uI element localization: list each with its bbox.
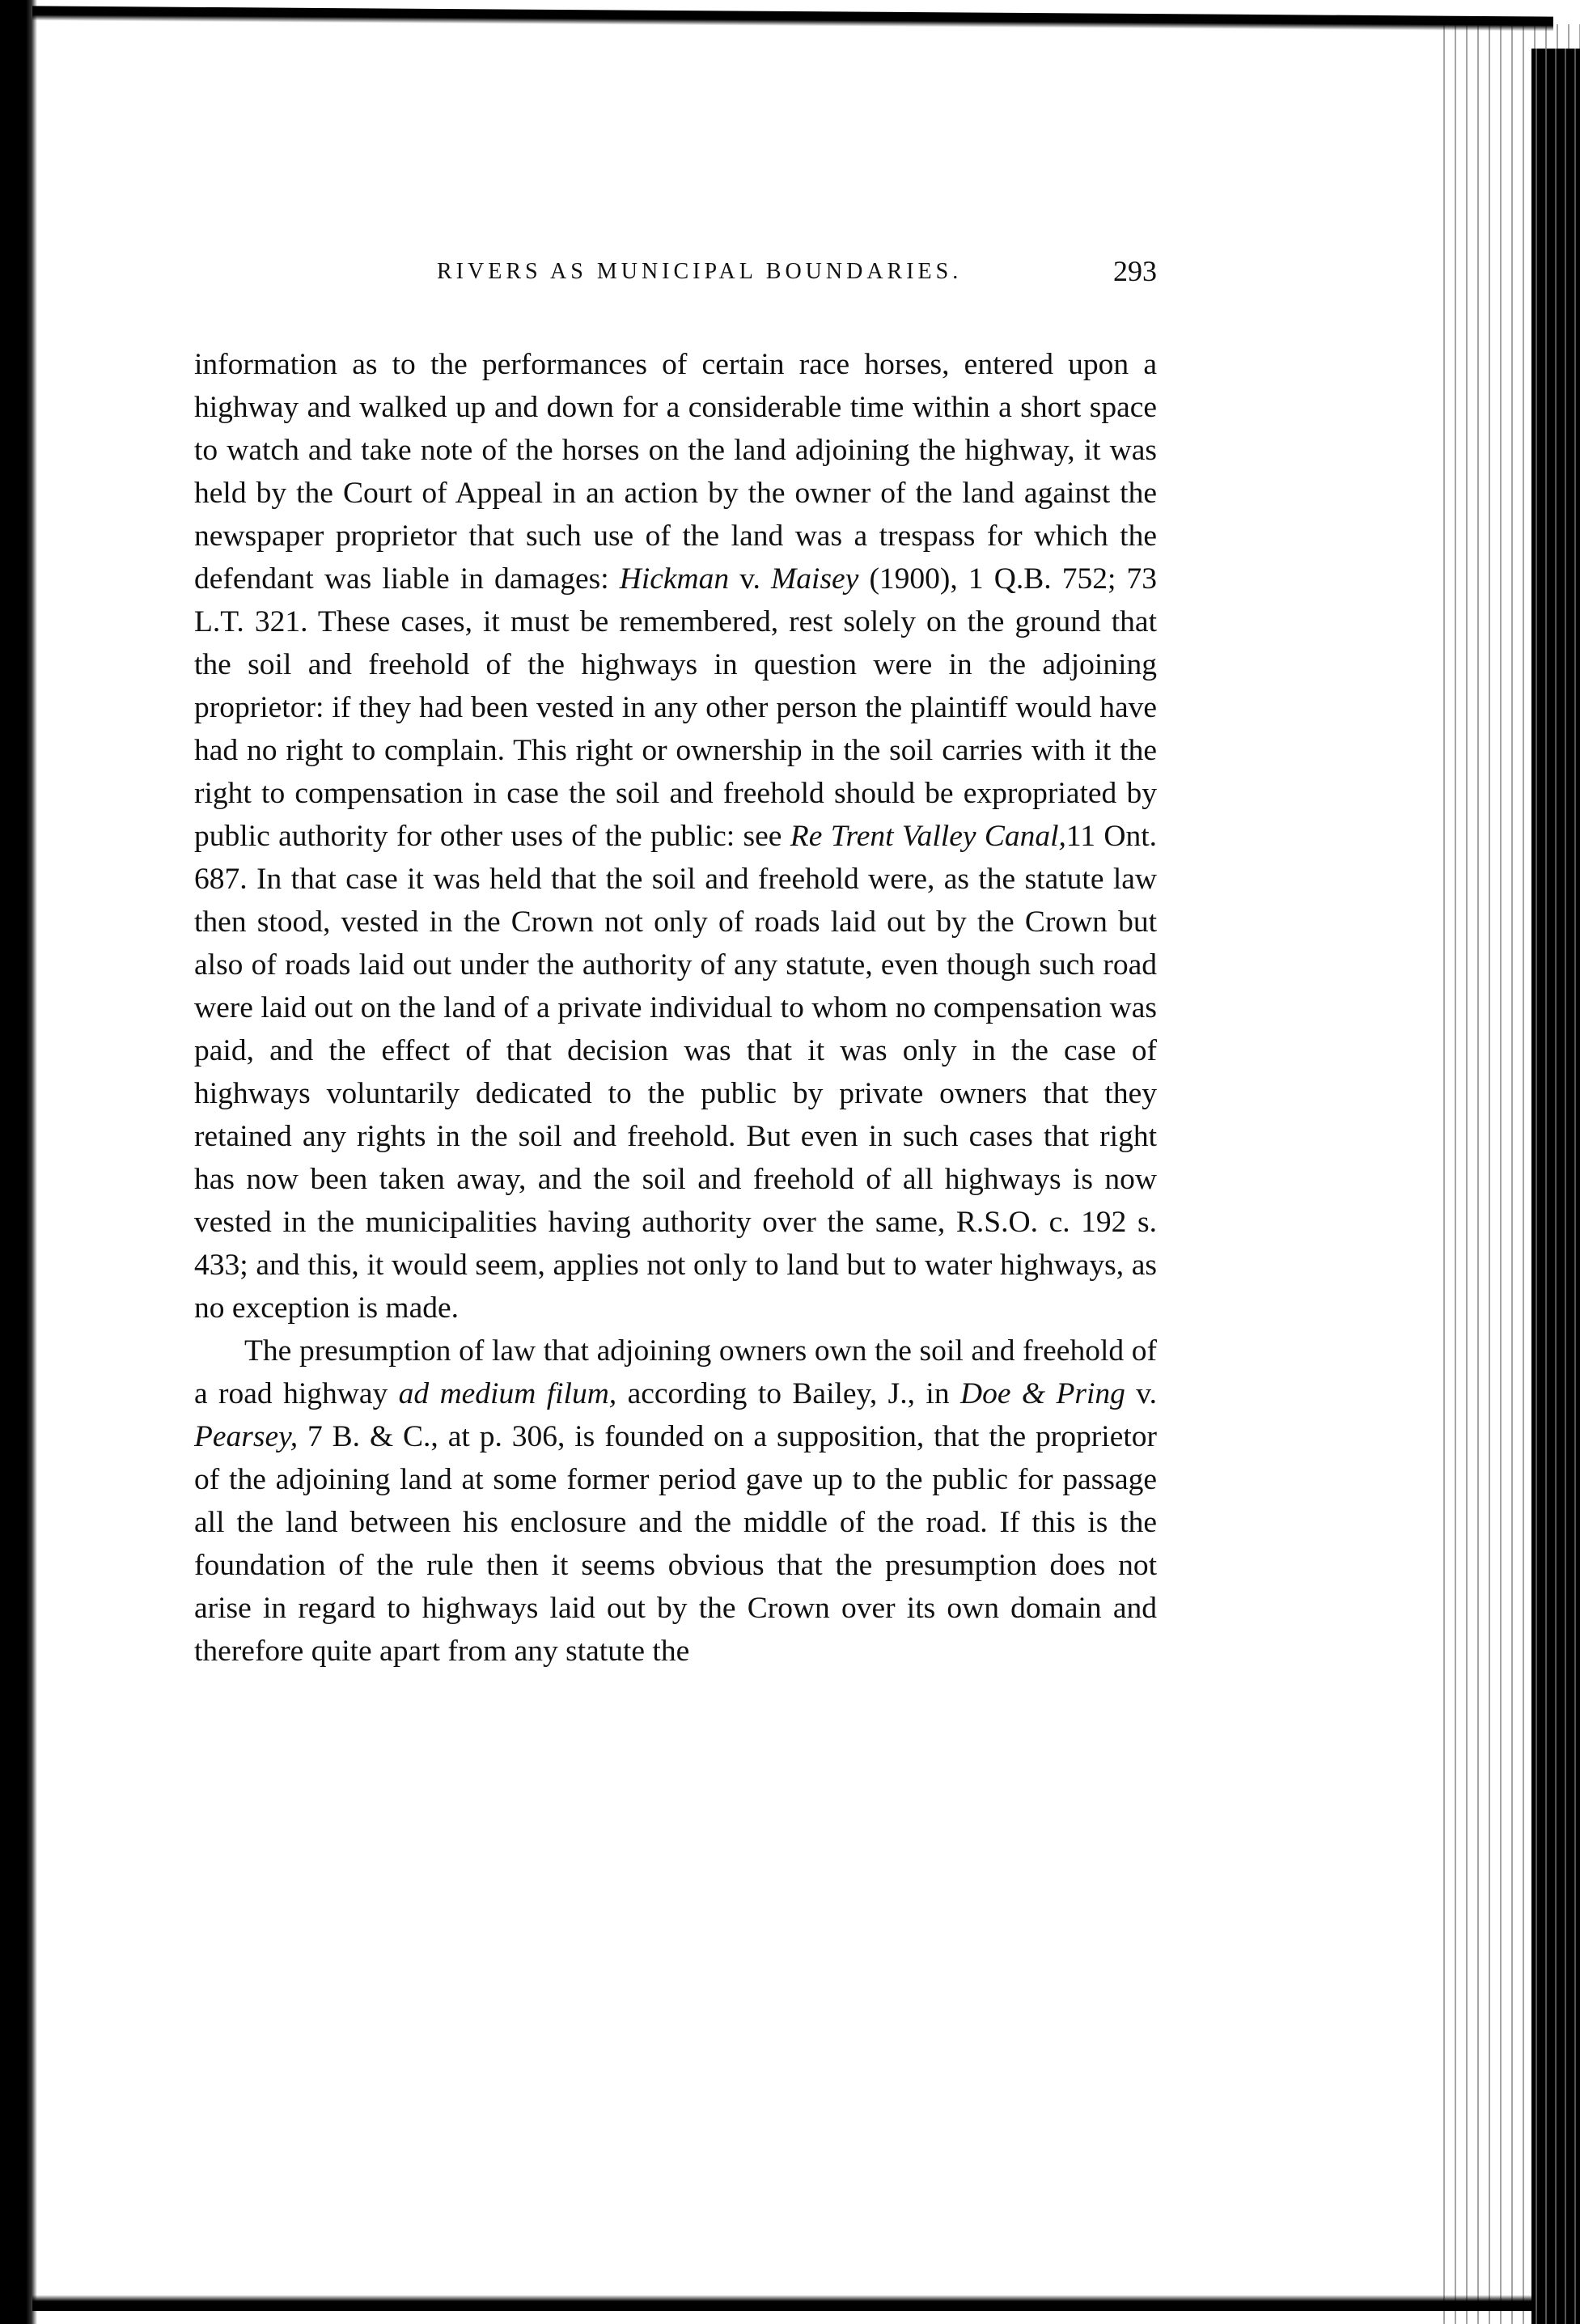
paragraph-1-text-1: information as to the performances of certain race horses, entered upon a highway and walked up and down for a considerable time within a short space to watch and take note of the horses on the land adjoining the highway, it was held by the Court of Appeal in an action by the owner of the land against the newspaper proprietor that such use of the land was a trespass for which the defendant was liable in damages: (194, 348, 1157, 596)
paragraph-1-text-2: (1900), 1 Q.B. 752; 73 L.T. 321. These cases, it must be remembered, rest solely on the ground that the soil and freehold of the highways in question were in the adjoining proprietor: if they had been vested in any other person the plaintiff would have had no right to complain. This right or ownership in the soil carries with it the right to compensation in case the soil and freehold should be expropriated by public authority for other uses of the public: see (194, 562, 1157, 853)
scan-edge-top (32, 6, 1553, 31)
book-page (194, 243, 1157, 1673)
case-name-hickman: Hickman (619, 562, 730, 596)
body-text (194, 343, 1157, 1673)
paragraph-1-text-3: 11 Ont. 687. In that case it was held that the soil and freehold were, as the statute law then stood, vested in the Crown not only of roads laid out by the Crown but also of roads laid out under the authority of any statute, even though such road were laid out on the land of a private individual to whom no compensation was paid, and the effect of that decision was that it was only in the case of highways voluntarily dedicated to the public by private owners that they retained any rights in the soil and freehold. But even in such cases that right has now been taken away, and the soil and freehold of all highways is now vested in the municipalities having authority over the same, R.S.O. c. 192 s. 433; and this, it would seem, applies not only to land but to water highways, as no exception is made. (194, 820, 1157, 1325)
versus: v. (1125, 1377, 1157, 1410)
paragraph-2-text-3: 7 B. & C., at p. 306, is founded on a supposition, that the proprietor of the adjoining land at some former period gave up to the public for passage all the land between his enclosure and the middle of the road. If this is the foundation of the rule then it seems obvious that the presumption does not arise in regard to highways laid out by the Crown over its own domain and therefore quite apart from any statute the (194, 1420, 1157, 1668)
page-number: 293 (1113, 255, 1157, 287)
scan-edge-bottom (32, 2295, 1537, 2311)
running-head (194, 243, 1157, 291)
running-title: RIVERS AS MUNICIPAL BOUNDARIES. (437, 259, 963, 284)
scan-edge-left (0, 0, 37, 2324)
latin-phrase: ad medium filum, (398, 1377, 617, 1410)
paragraph-2 (194, 1330, 1157, 1673)
case-name-trent-valley: Re Trent Valley Canal, (790, 820, 1066, 853)
case-name-pearsey: Pearsey, (194, 1420, 299, 1453)
paragraph-2-text-1: The presumption of law that adjoining owners own the soil and freehold of a road highway (194, 1334, 1157, 1410)
paragraph-2-text-2: according to Bailey, J., in (616, 1377, 960, 1410)
case-name-doe-pring: Doe & Pring (959, 1377, 1125, 1410)
scan-edge-right-binding (1531, 49, 1580, 2324)
paragraph-1 (194, 343, 1157, 1330)
case-name-maisey: Maisey (771, 562, 859, 596)
versus: v. (729, 562, 772, 596)
